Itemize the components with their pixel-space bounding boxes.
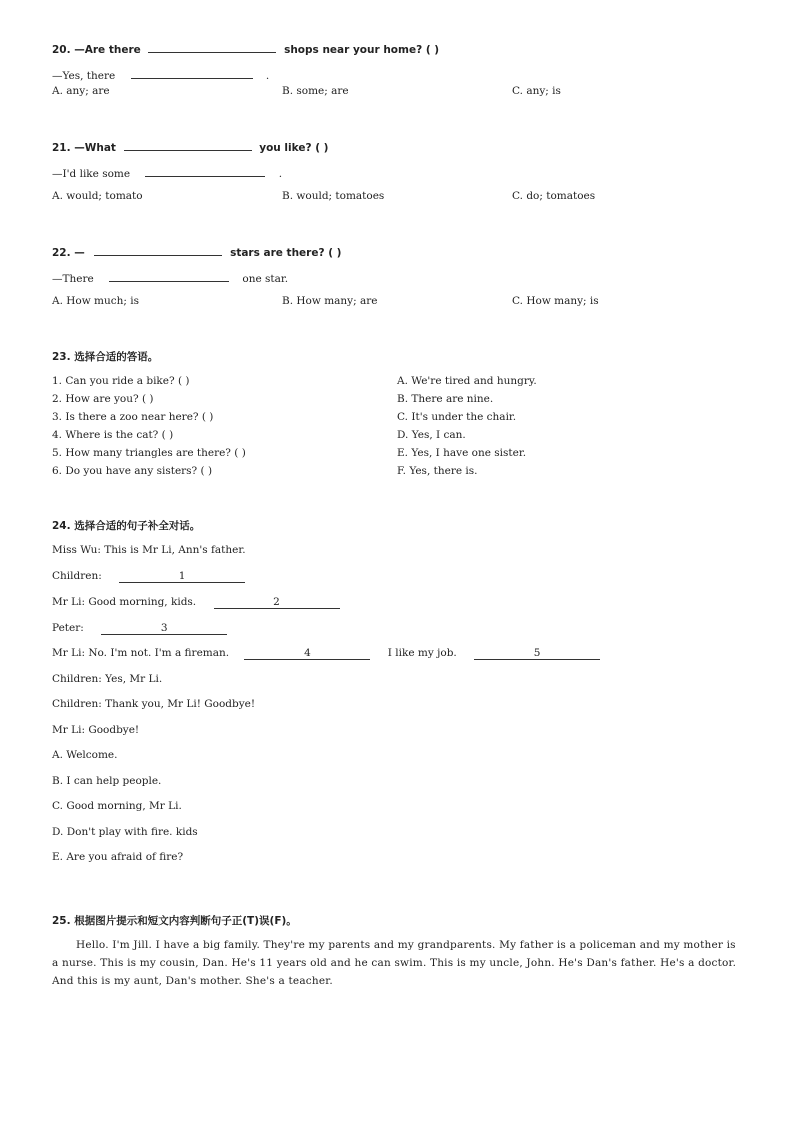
q20-answer	[52, 67, 269, 82]
q24-blank-1[interactable]: 1	[119, 571, 245, 583]
q22-option-b: B. How many; are	[282, 295, 378, 307]
q21-option-a: A. would; tomato	[52, 190, 143, 202]
q20-option-a: A. any; are	[52, 85, 110, 97]
q22-option-a: A. How much; is	[52, 295, 140, 307]
q24-option-e: E. Are you afraid of fire?	[52, 851, 184, 863]
q24-line-2	[52, 570, 245, 583]
q24-title: 24. 选择合适的句子补全对话。	[52, 520, 201, 532]
q24-blank-2[interactable]: 2	[214, 597, 340, 609]
q25-title: 25. 根据图片提示和短文内容判断句子正(T)误(F)。	[52, 915, 297, 927]
q22-answer-end: one star.	[242, 273, 289, 285]
q24-option-d: D. Don't play with fire. kids	[52, 826, 198, 838]
q24-line-5	[52, 647, 600, 660]
q23-left-3: 3. Is there a zoo near here? ( )	[52, 411, 214, 423]
q22-blank-1[interactable]	[94, 244, 222, 256]
q20-question	[52, 41, 439, 56]
q23-right-f: F. Yes, there is.	[397, 465, 478, 477]
q20-answer-start: —Yes, there	[52, 70, 116, 82]
q21-answer	[52, 165, 282, 180]
q21-question-end: you like? ( )	[259, 142, 329, 154]
q23-left-2: 2. How are you? ( )	[52, 393, 154, 405]
q22-option-c: C. How many; is	[512, 295, 599, 307]
q22-question-start: 22. —	[52, 247, 85, 259]
q23-left-1: 1. Can you ride a bike? ( )	[52, 375, 190, 387]
q21-option-b: B. would; tomatoes	[282, 190, 385, 202]
q21-option-c: C. do; tomatoes	[512, 190, 596, 202]
q23-right-b: B. There are nine.	[397, 393, 494, 405]
q22-question	[52, 244, 341, 259]
q24-line-8: Mr Li: Goodbye!	[52, 724, 140, 736]
q24-blank-5[interactable]: 5	[474, 648, 600, 660]
q23-right-d: D. Yes, I can.	[397, 429, 466, 441]
q21-blank-1[interactable]	[124, 139, 252, 151]
q23-right-e: E. Yes, I have one sister.	[397, 447, 527, 459]
q24-line-7: Children: Thank you, Mr Li! Goodbye!	[52, 698, 256, 710]
q20-blank-1[interactable]	[148, 41, 276, 53]
q20-question-end: shops near your home? ( )	[284, 44, 440, 56]
q22-answer-start: —There	[52, 273, 94, 285]
q24-line-1: Miss Wu: This is Mr Li, Ann's father.	[52, 544, 246, 556]
q20-option-b: B. some; are	[282, 85, 349, 97]
q23-right-a: A. We're tired and hungry.	[397, 375, 537, 387]
q24-line-2-speaker: Children:	[52, 570, 102, 582]
q24-option-a: A. Welcome.	[52, 749, 118, 761]
q20-option-c: C. any; is	[512, 85, 561, 97]
q24-line-3-text: Mr Li: Good morning, kids.	[52, 596, 197, 608]
q21-question-start: 21. —What	[52, 142, 116, 154]
q20-question-start: 20. —Are there	[52, 44, 141, 56]
q24-option-b: B. I can help people.	[52, 775, 162, 787]
q23-right-c: C. It's under the chair.	[397, 411, 517, 423]
q23-title: 23. 选择合适的答语。	[52, 351, 159, 363]
q24-line-4	[52, 622, 227, 635]
q24-blank-3[interactable]: 3	[101, 623, 227, 635]
q25-passage: Hello. I'm Jill. I have a big family. They're my parents and my grandparents. My father is a policeman and my mother is a nurse. This is my cousin, Dan. He's 11 years old and he can swim. This is my uncle, John. He's Dan's father. He's a doctor. And this is my aunt, Dan's mother. She's a teacher.	[52, 939, 737, 987]
q21-blank-2[interactable]	[145, 165, 265, 177]
q24-line-6: Children: Yes, Mr Li.	[52, 673, 163, 685]
q23-left-6: 6. Do you have any sisters? ( )	[52, 465, 213, 477]
q21-answer-start: —I'd like some	[52, 168, 131, 180]
q22-blank-2[interactable]	[109, 270, 229, 282]
q24-line-5-mid: I like my job.	[387, 647, 457, 659]
q23-left-5: 5. How many triangles are there? ( )	[52, 447, 246, 459]
q20-blank-2[interactable]	[131, 67, 253, 79]
q21-answer-end: .	[278, 168, 283, 180]
q21-question	[52, 139, 328, 154]
q23-left-4: 4. Where is the cat? ( )	[52, 429, 174, 441]
q24-line-3	[52, 596, 340, 609]
q22-question-end: stars are there? ( )	[230, 247, 342, 259]
q24-blank-4[interactable]: 4	[244, 648, 370, 660]
q20-answer-end: .	[265, 70, 270, 82]
q24-option-c: C. Good morning, Mr Li.	[52, 800, 182, 812]
q24-line-5-text: Mr Li: No. I'm not. I'm a fireman.	[52, 647, 230, 659]
q22-answer	[52, 270, 288, 285]
q24-line-4-speaker: Peter:	[52, 622, 84, 634]
